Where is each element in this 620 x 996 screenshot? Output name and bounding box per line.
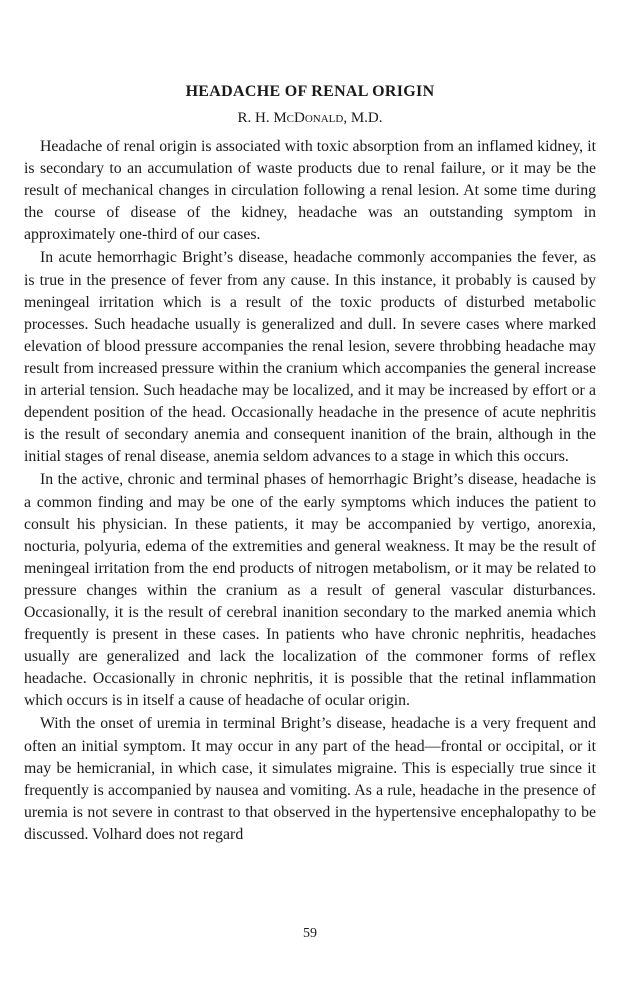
paragraph-1: Headache of renal origin is associated with toxic absorption from an inflamed kidney, it is secondary to an accumulation of waste products due to renal failure, or it may be the result of mechanical changes in circulation following a renal lesion. At some time during the course of disease of the kidney, headache was an outstanding symptom in approximately one-third of our cases. <box>24 138 596 244</box>
author-line: R. H. McDonald, M.D. <box>237 110 383 126</box>
article <box>24 82 596 846</box>
article-title: HEADACHE OF RENAL ORIGIN <box>185 83 435 100</box>
paragraph-3: In the active, chronic and terminal phases of hemorrhagic Bright’s disease, headache is a common finding and may be one of the early symptoms which induces the patient to consult his physician. In these patients, it may be accompanied by vertigo, anorexia, nocturia, polyuria, edema of the extremities and general weakness. It may be the result of meningeal irritation from the end products of nitrogen metabolism, or it may be related to pressure changes within the cranium as a result of general vascular disturbances. Occasionally, it is the result of cerebral inanition secondary to the marked anemia which frequently is present in these cases. In patients who have chronic nephritis, headaches usually are generalized and lack the localization of the commoner forms of reflex headache. Occasionally in chronic nephritis, it is possible that the retinal inflammation which occurs is in itself a cause of headache of ocular origin. <box>24 471 596 710</box>
paragraph-4: With the onset of uremia in terminal Bright’s disease, headache is a very frequent and often an initial symptom. It may occur in any part of the head—frontal or occipital, or it may be hemicranial, in which case, it simulates migraine. This is especially true since it frequently is accompanied by nausea and vomiting. As a rule, headache in the presence of uremia is not severe in contrast to that observed in the hypertensive encephalopathy to be discussed. Volhard does not regard <box>24 715 596 843</box>
page-number: 59 <box>303 926 317 941</box>
paragraph-2: In acute hemorrhagic Bright’s disease, headache commonly accompanies the fever, as is true in the presence of fever from any cause. In this instance, it probably is caused by meningeal irritation which is a result of the toxic products of disturbed metabolic processes. Such headache usually is generalized and dull. In severe cases where marked elevation of blood pressure accompanies the renal lesion, severe throbbing headache may result from increased pressure within the cranium which accompanies the general increase in arterial tension. Such headache may be localized, and it may be increased by effort or a dependent position of the head. Occasionally headache in the presence of acute nephritis is the result of secondary anemia and consequent inanition of the brain, although in the initial stages of renal disease, anemia seldom advances to a stage in which this occurs. <box>24 249 596 466</box>
